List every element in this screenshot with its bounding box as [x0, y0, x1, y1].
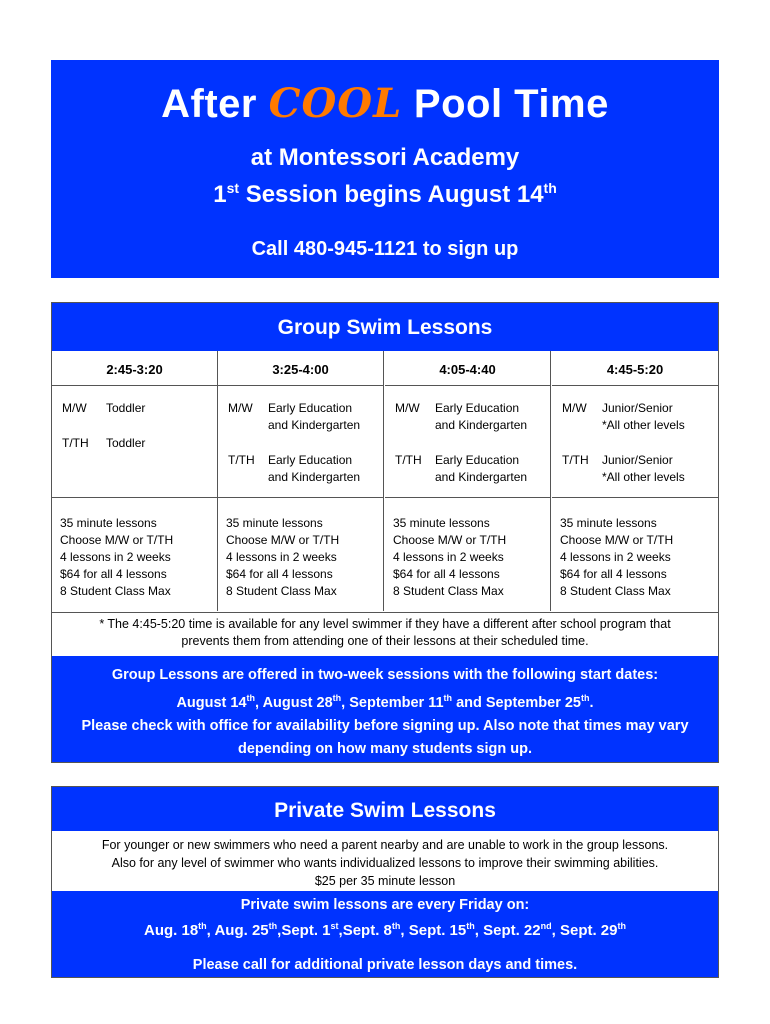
friday-dates: Aug. 18th, Aug. 25th,Sept. 1st,Sept. 8th, Sept. 15th, Sept. 22nd, Sept. 29th: [143, 921, 626, 939]
private-lessons-section: [51, 786, 719, 978]
private-lesson-dates: Private swim lessons are every Friday on: Aug. 18th, Aug. 25th,Sept. 1st,Sept. 8th, Sept. 15th, Sept. 22nd, Sept. 29th Please call for additional private lesson days and times.: [52, 891, 718, 977]
group-lessons-section: [51, 302, 719, 763]
private-lessons-description: For younger or new swimmers who need a parent nearby and are unable to work in the group lessons. Also for any level of swimmer who wants individualized lessons to improve their swimming abilities. $25 per 35 minute lesson: [101, 838, 669, 888]
level-cell: [52, 386, 217, 498]
session-dates: August 14th, August 28th, September 11th and September 25th.: [176, 693, 594, 711]
call-to-sign-up: Call 480-945-1121 to sign up: [251, 238, 519, 260]
page-title: [51, 80, 719, 127]
time-slot: 3:25-4:00: [218, 351, 383, 386]
level-entry: M/W Early Education and Kindergarten: [395, 401, 528, 432]
level-entry: T/TH Junior/Senior *All other levels: [562, 453, 685, 484]
lesson-info: 35 minute lessons Choose M/W or T/TH 4 lessons in 2 weeks $64 for all 4 lessons 8 Student Class Max: [560, 516, 674, 598]
lesson-info: 35 minute lessons Choose M/W or T/TH 4 lessons in 2 weeks $64 for all 4 lessons 8 Student Class Max: [60, 516, 174, 598]
title-before: After: [161, 82, 257, 126]
schedule-column: [52, 351, 218, 611]
level-cell: [552, 386, 718, 498]
schedule-column: [218, 351, 384, 611]
group-sessions-info: Group Lessons are offered in two-week sessions with the following start dates: August 14th, August 28th, September 11th and September 25th. Please check with office for availability before signing up. Also note that times may vary depending on how many students sign up.: [52, 656, 718, 762]
level-entry: T/TH Early Education and Kindergarten: [228, 453, 361, 484]
lesson-info: 35 minute lessons Choose M/W or T/TH 4 lessons in 2 weeks $64 for all 4 lessons 8 Student Class Max: [393, 516, 507, 598]
title-after: Pool Time: [413, 82, 609, 126]
level-entry: T/TH Early Education and Kindergarten: [395, 453, 528, 484]
schedule-table: [52, 351, 718, 611]
schedule-column: [385, 351, 551, 611]
level-cell: [385, 386, 550, 498]
group-lessons-heading: Group Swim Lessons: [52, 303, 718, 351]
schedule-column: [552, 351, 718, 611]
header-banner: [51, 60, 719, 278]
level-entry: M/W Toddler: [62, 401, 146, 415]
level-entry: T/TH Toddler: [62, 436, 146, 450]
time-slot: 4:05-4:40: [385, 351, 550, 386]
title-cool-logo: COOL: [268, 80, 403, 127]
level-entry: M/W Junior/Senior *All other levels: [562, 401, 685, 432]
subtitle: at Montessori Academy: [250, 144, 520, 171]
session-start: 1st Session begins August 14th: [213, 180, 557, 208]
time-slot: 2:45-3:20: [52, 351, 217, 386]
private-lessons-heading: Private Swim Lessons: [52, 787, 718, 831]
lesson-info: 35 minute lessons Choose M/W or T/TH 4 lessons in 2 weeks $64 for all 4 lessons 8 Student Class Max: [226, 516, 340, 598]
schedule-note: * The 4:45-5:20 time is available for any level swimmer if they have a different after school program that prevents them from attending one of their lessons at their scheduled time.: [52, 612, 718, 656]
level-entry: M/W Early Education and Kindergarten: [228, 401, 361, 432]
time-slot: 4:45-5:20: [552, 351, 718, 386]
level-cell: [218, 386, 383, 498]
